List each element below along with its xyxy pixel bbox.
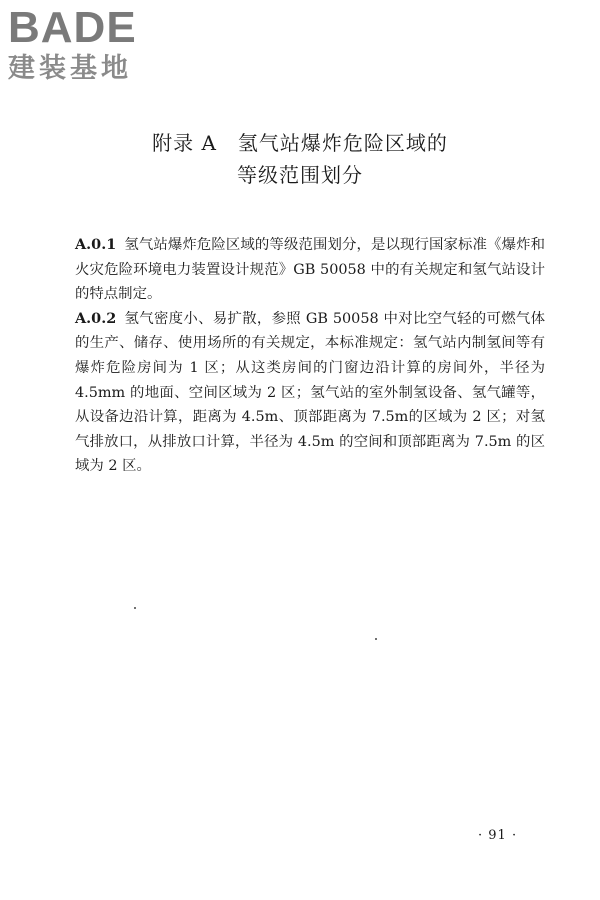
logo-subtitle: 建装基地 (8, 53, 132, 84)
clause-a02 (75, 307, 545, 479)
document-body (75, 233, 545, 479)
clause-number: A.0.2 (75, 309, 117, 327)
logo-mark: BADE (8, 3, 137, 52)
scan-speck (134, 607, 136, 609)
scan-speck (375, 638, 377, 640)
page-title-line-2: 等级范围划分 (237, 163, 363, 187)
clause-text: 氢气站爆炸危险区域的等级范围划分，是以现行国家标准《爆炸和火灾危险环境电力装置设计规范》GB 50058 中的有关规定和氢气站设计的特点制定。 (75, 237, 545, 303)
clause-number: A.0.1 (75, 236, 117, 253)
page-number: · 91 · (478, 828, 518, 843)
page-title-line-1: 附录 A 氢气站爆炸危险区域的 (152, 131, 448, 155)
clause-text: 氢气密度小、易扩散，参照 GB 50058 中对比空气轻的可燃气体的生产、储存、使用场所的有关规定，本标准规定：氢气站内制氢间等有爆炸危险房间为 1 区；从这类房间的门窗边沿计算的房间外，半径为 4.5mm 的地面、空间区域为 2 区；氢气站的室外制氢设备、氢气罐等，从设备边沿计算，距离为 4.5m、顶部距离为 7.5m的区域为 2 区；对氢气排放口，从排放口计算，半径为 4.5m 的空间和顶部距离为 7.5m 的区域为 2 区。 (75, 310, 545, 475)
clause-a01 (75, 233, 545, 307)
logo (8, 4, 178, 92)
